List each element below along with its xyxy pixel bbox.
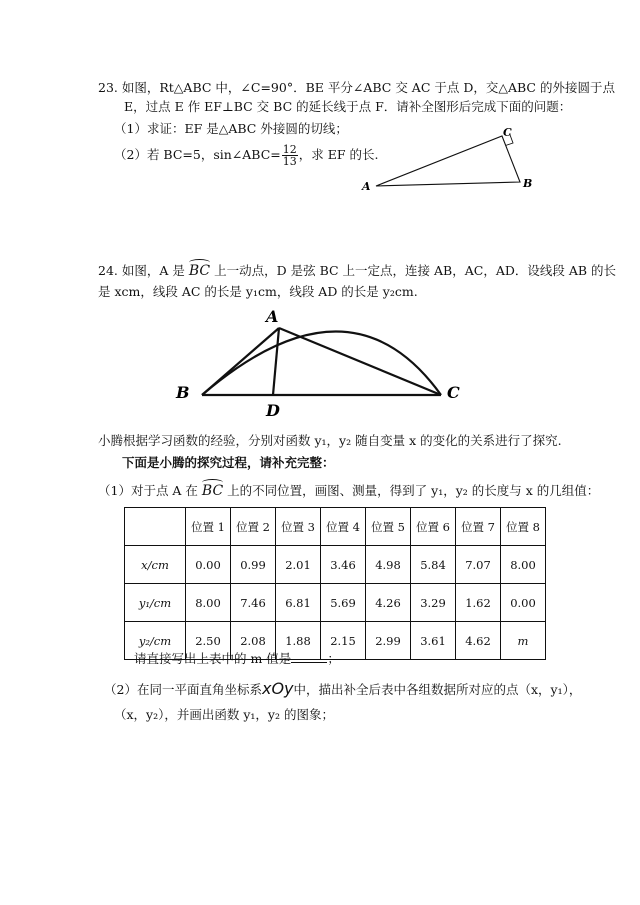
table-cell: 4.26 <box>366 584 411 622</box>
circle-arc-figure <box>170 300 470 422</box>
table-cell: 5.69 <box>321 584 366 622</box>
q24-step1-post: 上的不同位置，画图、测量，得到了 y₁，y₂ 的长度与 x 的几组值： <box>227 483 600 498</box>
table-cell: 0.00 <box>501 584 546 622</box>
table-header-cell: 位置 3 <box>276 508 321 546</box>
row-label: x/cm <box>125 546 186 584</box>
label-A: A <box>362 180 371 193</box>
q23-part2-post: ，求 EF 的长. <box>298 147 379 162</box>
row-label: y₁/cm <box>125 584 186 622</box>
arc-bc-symbol: BC <box>201 483 224 499</box>
table-cell: 2.99 <box>366 622 411 660</box>
label-C: C <box>503 126 512 139</box>
row-label: y₂/cm <box>125 622 186 660</box>
table-cell: 0.00 <box>186 546 231 584</box>
table-cell: 3.46 <box>321 546 366 584</box>
table-cell: 5.84 <box>411 546 456 584</box>
table-header-cell: 位置 1 <box>186 508 231 546</box>
values-table <box>124 507 546 660</box>
label-D: D <box>266 401 280 420</box>
table-cell: 3.29 <box>411 584 456 622</box>
table-cell: 8.00 <box>501 546 546 584</box>
sin-fraction <box>282 144 298 167</box>
table-cell: 2.08 <box>231 622 276 660</box>
table-row-y1 <box>125 584 546 622</box>
table-cell: 4.98 <box>366 546 411 584</box>
table-cell: 4.62 <box>456 622 501 660</box>
table-header-cell: 位置 8 <box>501 508 546 546</box>
table-header-cell: 位置 7 <box>456 508 501 546</box>
q24-number: 24. <box>98 263 118 278</box>
q24-step2 <box>104 680 581 699</box>
q24-bold-line: 下面是小腾的探究过程，请补充完整： <box>122 455 335 470</box>
arc-bc-symbol: BC <box>188 263 211 279</box>
table-cell: 3.61 <box>411 622 456 660</box>
xoy-symbol: xOy <box>261 679 294 698</box>
q23-part1: （1）求证：EF 是△ABC 外接圆的切线； <box>114 121 348 136</box>
table-header-cell: 位置 2 <box>231 508 276 546</box>
q24-line2: 是 xcm，线段 AC 的长是 y₁cm，线段 AD 的长是 y₂cm. <box>98 284 418 299</box>
table-cell: 2.15 <box>321 622 366 660</box>
q24-line1-post: 上一动点，D 是弦 BC 上一定点，连接 AB，AC，AD．设线段 AB 的长 <box>214 263 617 278</box>
table-cell: 2.01 <box>276 546 321 584</box>
table-header-cell: 位置 4 <box>321 508 366 546</box>
fraction-numerator: 12 <box>282 143 297 156</box>
m-line-post: ； <box>327 651 340 666</box>
q23-line1-text: 如图，Rt△ABC 中，∠C=90°．BE 平分∠ABC 交 AC 于点 D，交△ABC 的外接圆于点 <box>121 80 615 95</box>
q23-number: 23. <box>98 80 118 95</box>
q24-line1 <box>98 262 616 280</box>
m-line-pre: 请直接写出上表中的 m 值是 <box>134 651 292 666</box>
q24-step2-post: 中，描出补全后表中各组数据所对应的点（x，y₁）， <box>293 682 582 697</box>
q23-part2 <box>114 144 378 167</box>
table-cell: 6.81 <box>276 584 321 622</box>
q24-intro: 小腾根据学习函数的经验，分别对函数 y₁，y₂ 随自变量 x 的变化的关系进行了探究. <box>98 433 562 448</box>
table-header-cell: 位置 6 <box>411 508 456 546</box>
table-cell: 2.50 <box>186 622 231 660</box>
q24-line1-pre: 如图，A 是 <box>121 263 185 278</box>
label-C: C <box>447 383 460 402</box>
q23-line1 <box>98 79 615 97</box>
table-cell: 8.00 <box>186 584 231 622</box>
table-cell: m <box>501 622 546 660</box>
q24-step2-line2: （x，y₂），并画出函数 y₁，y₂ 的图象； <box>114 707 334 722</box>
table-cell: 7.07 <box>456 546 501 584</box>
table-cell: 1.88 <box>276 622 321 660</box>
q23-part2-pre: （2）若 BC=5，sin∠ABC= <box>114 147 281 162</box>
answer-blank[interactable] <box>291 650 327 663</box>
table-cell: 0.99 <box>231 546 276 584</box>
label-A: A <box>266 307 279 326</box>
table-row-x <box>125 546 546 584</box>
q23-line2: E，过点 E 作 EF⊥BC 交 BC 的延长线于点 F．请补全图形后完成下面的问题： <box>124 99 572 114</box>
q24-step1-pre: （1）对于点 A 在 <box>98 483 198 498</box>
table-header-row <box>125 508 546 546</box>
label-B: B <box>523 177 533 190</box>
fraction-denominator: 13 <box>282 155 297 168</box>
table-corner-cell <box>125 508 186 546</box>
table-cell: 7.46 <box>231 584 276 622</box>
label-B: B <box>176 383 190 402</box>
m-value-line <box>134 650 340 668</box>
q24-step2-pre: （2）在同一平面直角坐标系 <box>104 682 262 697</box>
table-cell: 1.62 <box>456 584 501 622</box>
triangle-figure <box>360 124 540 196</box>
q24-step1 <box>98 482 599 500</box>
table-header-cell: 位置 5 <box>366 508 411 546</box>
